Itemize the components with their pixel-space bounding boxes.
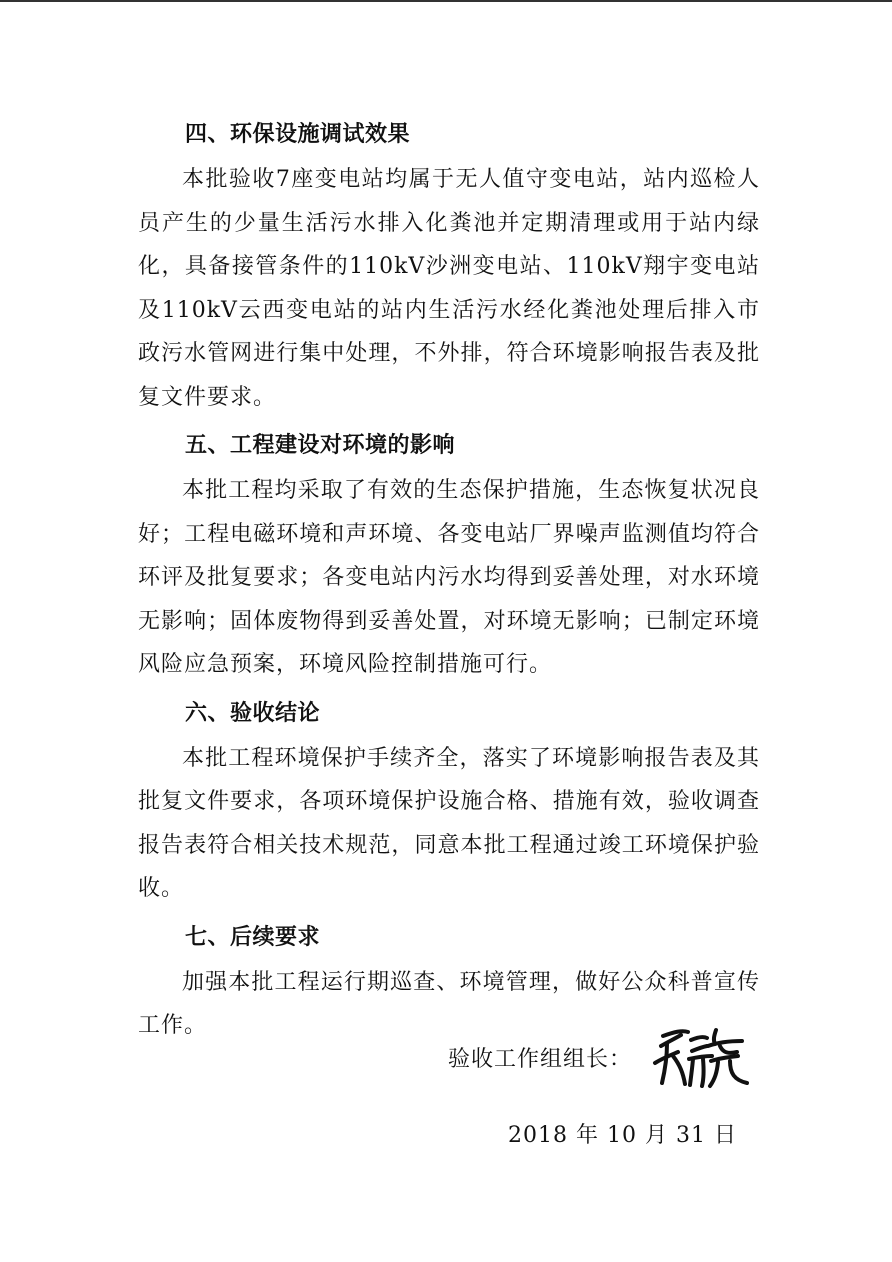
page-top-border — [0, 0, 892, 2]
signature-label: 验收工作组组长： — [448, 1046, 633, 1072]
section-heading: 六、验收结论 — [185, 700, 321, 726]
section-acceptance-conclusion — [138, 691, 760, 911]
section-heading: 四、环保设施调试效果 — [185, 122, 411, 147]
document-page — [138, 112, 760, 1052]
section-environmental-impact — [138, 423, 760, 687]
section-heading: 七、后续要求 — [185, 924, 321, 950]
section-paragraph: 加强本批工程运行期巡查、环境管理，做好公众科普宣传工作。 — [138, 969, 760, 1038]
section-paragraph: 本批工程均采取了有效的生态保护措施，生态恢复状况良好；工程电磁环境和声环境、各变电站厂界噪声监测值均符合环评及批复要求；各变电站内污水均得到妥善处理，对水环境无影响；固体废物得到妥善处置，对环境无影响；已制定环境风险应急预案，环境风险控制措施可行。 — [138, 478, 760, 677]
section-environmental-facility-commissioning — [138, 112, 760, 419]
section-heading: 五、工程建设对环境的影响 — [185, 433, 456, 458]
signature-block — [448, 1022, 754, 1092]
section-paragraph: 本批工程环境保护手续齐全，落实了环境影响报告表及其批复文件要求，各项环境保护设施合格、措施有效，验收调查报告表符合相关技术规范，同意本批工程通过竣工环境保护验收。 — [138, 745, 760, 901]
handwritten-signature — [646, 1022, 754, 1092]
section-paragraph: 本批验收7座变电站均属于无人值守变电站，站内巡检人员产生的少量生活污水排入化粪池并定期清理或用于站内绿化，具备接管条件的110kV沙洲变电站、110kV翔宇变电站及110kV云西变电站的站内生活污水经化粪池处理后排入市政污水管网进行集中处理，不外排，符合环境影响报告表及批复文件要求。 — [138, 167, 760, 410]
document-date: 2018 年 10 月 31 日 — [508, 1123, 737, 1148]
